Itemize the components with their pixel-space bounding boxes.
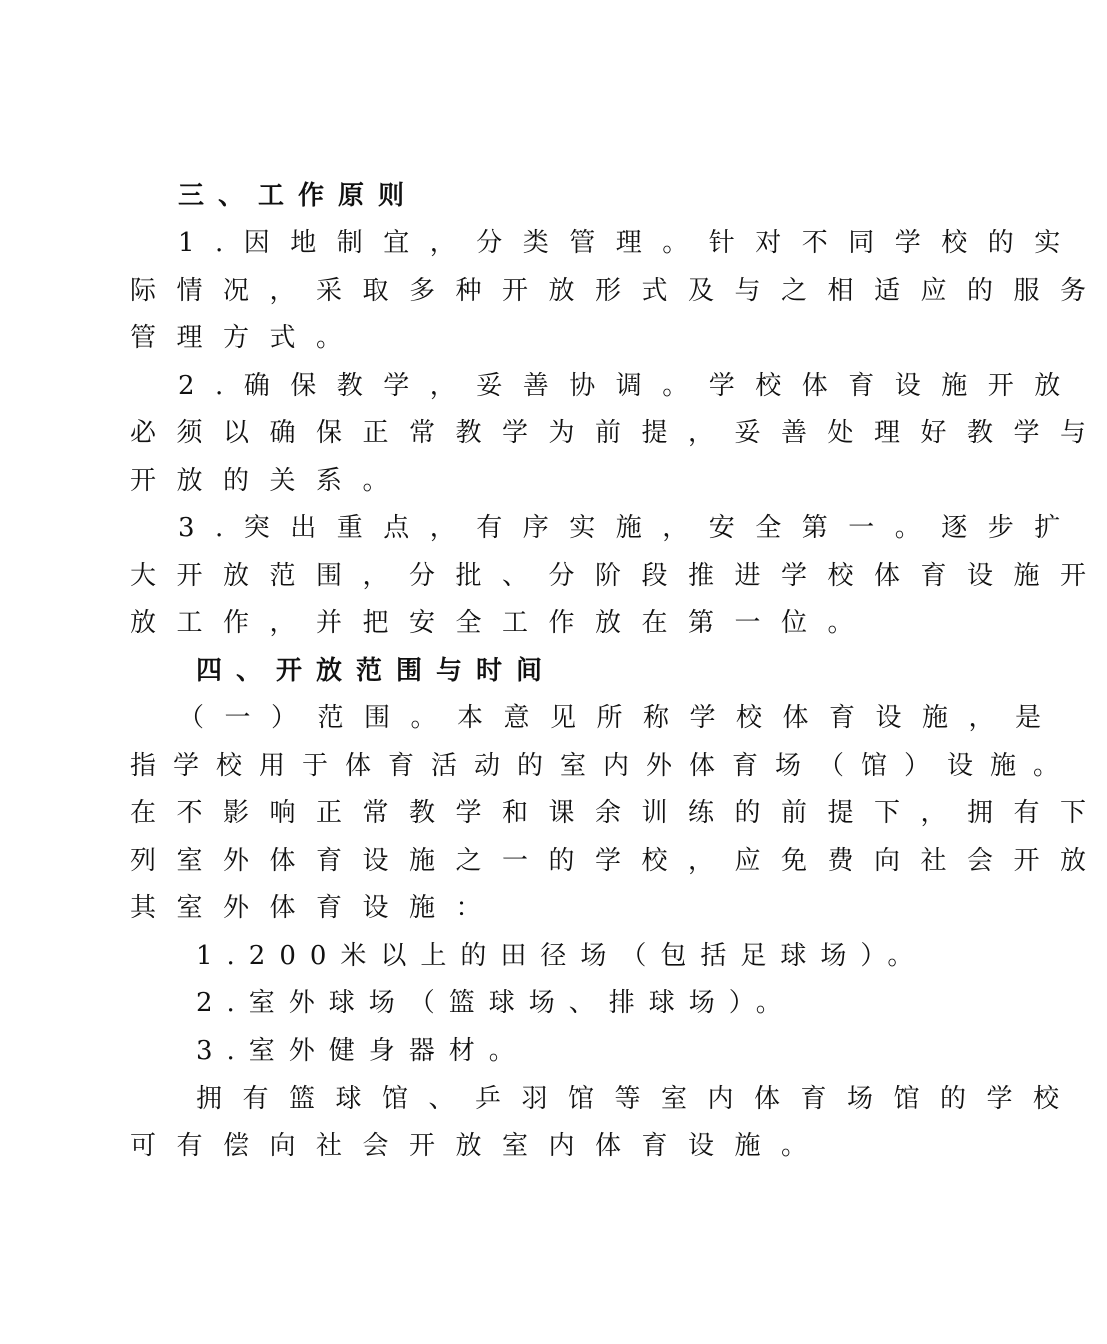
section-heading-4: 四、开放范围与时间	[196, 656, 557, 686]
paragraph-line: 其室外体育设施：	[130, 893, 503, 923]
paragraph-line: 可有偿向社会开放室内体育设施。	[130, 1131, 828, 1161]
paragraph-line: （一）范围。本意见所称学校体育设施，是	[178, 703, 1062, 733]
paragraph-line: 1.因地制宜，分类管理。针对不同学校的实	[178, 228, 1081, 258]
list-item: 2.室外球场（篮球场、排球场）。	[196, 988, 796, 1018]
paragraph-line: 开放的关系。	[130, 466, 410, 496]
paragraph-line: 管理方式。	[130, 323, 363, 353]
paragraph-line: 指学校用于体育活动的室内外体育场（馆）设施。	[130, 751, 1077, 781]
paragraph-line: 大开放范围，分批、分阶段推进学校体育设施开	[130, 561, 1107, 591]
list-item: 3.室外健身器材。	[196, 1036, 529, 1066]
paragraph-line: 际情况，采取多种开放形式及与之相适应的服务	[130, 276, 1107, 306]
paragraph-line: 放工作，并把安全工作放在第一位。	[130, 608, 875, 638]
section-heading-3: 三、工作原则	[178, 181, 419, 211]
paragraph-line: 列室外体育设施之一的学校，应免费向社会开放	[130, 846, 1107, 876]
paragraph-line: 在不影响正常教学和课余训练的前提下，拥有下	[130, 798, 1107, 828]
list-item: 1.200米以上的田径场（包括足球场）。	[196, 941, 928, 971]
paragraph-line: 2.确保教学，妥善协调。学校体育设施开放	[178, 371, 1081, 401]
paragraph-line: 拥有篮球馆、乒羽馆等室内体育场馆的学校	[196, 1084, 1080, 1114]
paragraph-line: 必须以确保正常教学为前提，妥善处理好教学与	[130, 418, 1107, 448]
paragraph-line: 3.突出重点，有序实施，安全第一。逐步扩	[178, 513, 1081, 543]
